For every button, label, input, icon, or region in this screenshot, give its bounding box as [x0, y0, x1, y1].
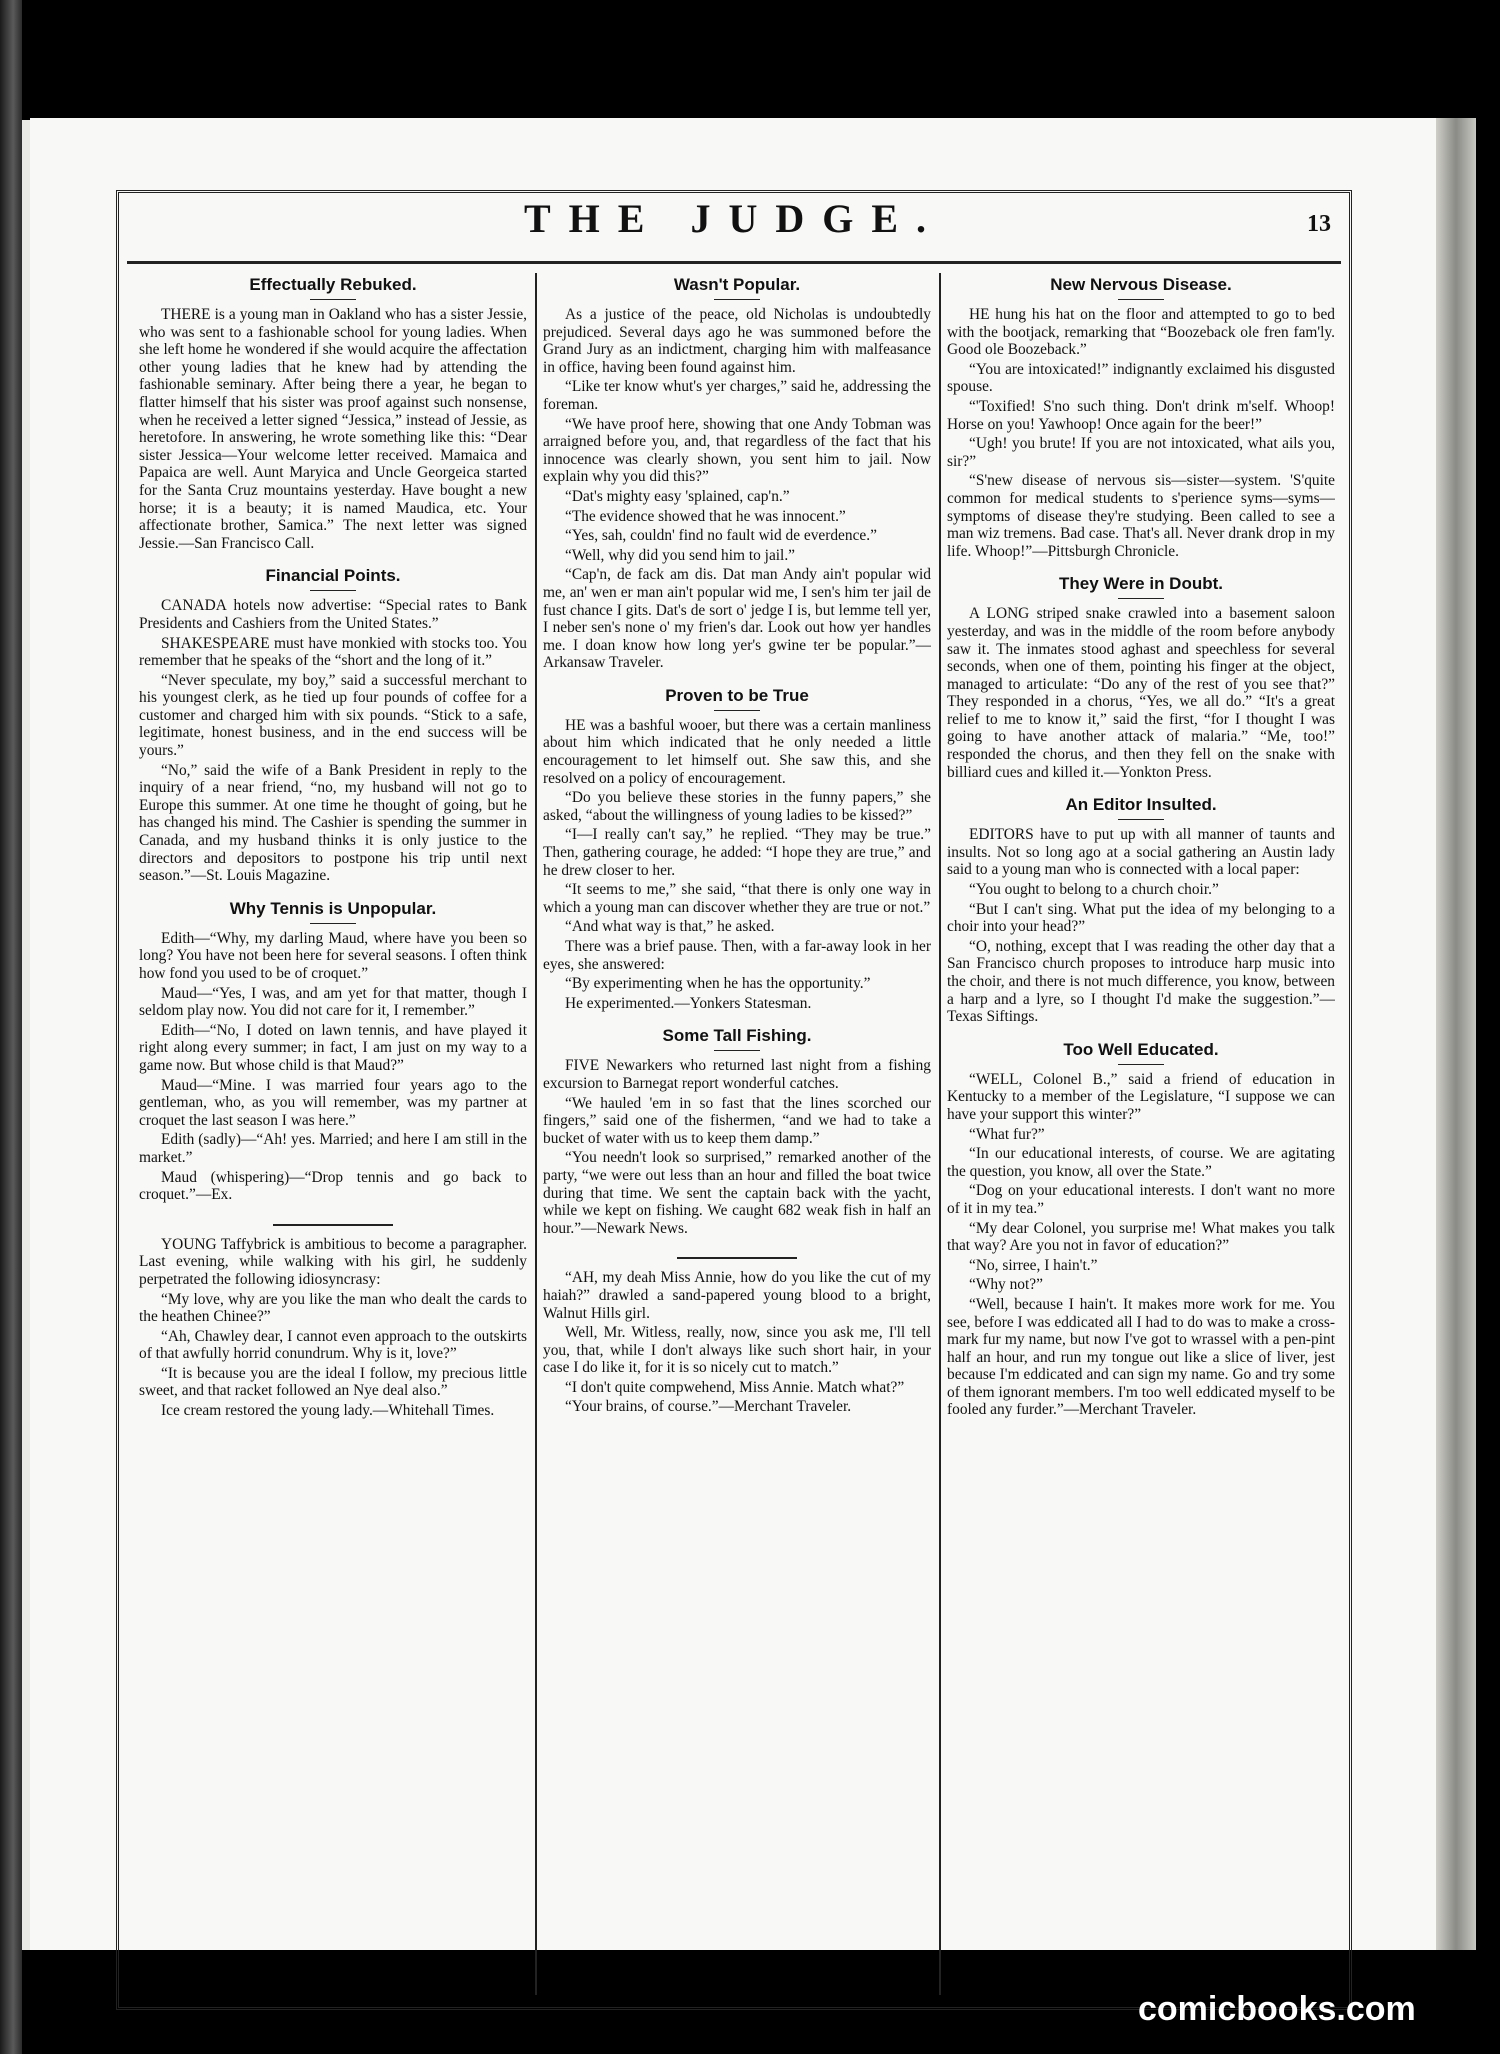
article-paragraph: “You ought to belong to a church choir.”: [969, 881, 1219, 899]
article: [543, 1026, 931, 1249]
article-spacer: [139, 1206, 527, 1216]
heading-underline: [1118, 1064, 1164, 1065]
article-paragraph: There was a brief pause. Then, with a far-away look in her eyes, she answered:: [543, 938, 931, 973]
article-paragraph: Maud (whispering)—“Drop tennis and go back to croquet.”—Ex.: [139, 1168, 527, 1204]
article-paragraph: “Never speculate, my boy,” said a successful merchant to his youngest clerk, as he tied up four pounds of coffee for a customer and charged him with six pounds. “Stick to a safe, legitimate, honest business, and in the end success will be yours.”: [139, 671, 527, 760]
article-paragraph: Edith (sadly)—“Ah! yes. Married; and here I am still in the market.”: [139, 1131, 527, 1166]
column-divider: [939, 273, 941, 1995]
heading-underline: [714, 299, 760, 300]
article-paragraph: Edith—“No, I doted on lawn tennis, and have played it right along every summer; in fact, I am just on my way to a game now. But whose child is that Maud?”: [139, 1021, 527, 1074]
article: [543, 686, 931, 1025]
facing-page-edge: [22, 120, 30, 1950]
section-rule: [273, 1224, 393, 1226]
article-paragraph: Well, Mr. Witless, really, now, since you ask me, I'll tell you, that, while I don't always like such short hair, in your case I do like it, for it is so nicely cut to match.”: [543, 1324, 931, 1377]
article-heading: Why Tennis is Unpopular.: [229, 898, 437, 918]
article-heading: Proven to be True: [665, 685, 809, 705]
article-paragraph: THERE is a young man in Oakland who has a sister Jessie, who was sent to a fashionable school for young ladies. When she left home he wondered if she would acquire the affectation other young ladies that he knew had by attending the fashionable seminary. After being there a year, he began to flatter himself that his sister was proof against such nonsense, when he received a letter signed “Jessica,” instead of Jessie, as heretofore. In answering, he wrote something like this: “Dear sister Jessica—Your welcome letter received. Mamaica and Papaica are well. Aunt Maryica and Uncle Georgeica started for the Santa Cruz mountains yesterday. Have bought a new horse; it is a beauty; it is named Maudica, etc. Your affectionate brother, Samica.” The next letter was signed Jessie.—San Francisco Call.: [139, 306, 527, 552]
article: [139, 1224, 527, 1432]
article: [139, 899, 527, 1216]
article-paragraph: Maud—“Yes, I was, and am yet for that matter, though I seldom play now. You did not care for it, I remember.”: [139, 984, 527, 1020]
article-heading: An Editor Insulted.: [1065, 795, 1217, 815]
article-paragraph: He experimented.—Yonkers Statesman.: [565, 994, 812, 1012]
article-spacer: [543, 674, 931, 684]
article-paragraph: A LONG striped snake crawled into a basement saloon yesterday, and was in the middle of the room before anybody saw it. The inmates stood aghast and speechless for several seconds, when one of them, pointing his finger at the object, managed to articulate: “Do any of the rest of you see that?” They responded in a chorus, “Yes, we all do.” “It's a great relief to me to know it,” said the first, “for I thought I was going to have another attack of malaria.” “Me, too!” responded the chorus, and then they fell on the snake with billiard cues and killed it.—Yonkton Press.: [947, 605, 1335, 781]
watermark: comicbooks.com: [1138, 1990, 1416, 2028]
article-paragraph: “We have proof here, showing that one Andy Tobman was arraigned before you, and, that regardless of the fact that his innocence was clearly shown, you sent him to jail. Now explain why you did this?”: [543, 415, 931, 486]
article-paragraph: “O, nothing, except that I was reading the other day that a San Francisco church proposes to introduce harp music into the choir, and there is not much difference, you know, between a harp and a lyre, so I thought I'd make the suggestion.”—Texas Siftings.: [947, 937, 1335, 1026]
article-heading: Some Tall Fishing.: [662, 1026, 812, 1046]
article-heading: They Were in Doubt.: [1058, 574, 1224, 594]
article-spacer: [139, 1422, 527, 1432]
article-heading: Financial Points.: [265, 566, 401, 586]
article-paragraph: “WELL, Colonel B.,” said a friend of education in Kentucky to a member of the Legislature, “I suppose we can have your support this winter?”: [947, 1070, 1335, 1123]
article-paragraph: YOUNG Taffybrick is ambitious to become a paragrapher. Last evening, while walking with his girl, he suddenly perpetrated the following idiosyncrasy:: [139, 1235, 527, 1288]
article-paragraph: “No, sirree, I hain't.”: [969, 1256, 1098, 1274]
binding-edge-left: [0, 0, 22, 2054]
article-heading: Effectually Rebuked.: [249, 275, 417, 294]
article: [139, 566, 527, 897]
article-paragraph: “Well, why did you send him to jail.”: [565, 546, 796, 564]
article-paragraph: “Dog on your educational interests. I don't want no more of it in my tea.”: [947, 1182, 1335, 1217]
article-paragraph: EDITORS have to put up with all manner of taunts and insults. Not so long ago at a social gathering an Austin lady said to a young man who is connected with a local paper:: [947, 826, 1335, 879]
article-heading: Too Well Educated.: [1063, 1039, 1219, 1059]
masthead-rule: [127, 261, 1341, 264]
column-3: [947, 273, 1335, 1995]
page-stack-edge: [1436, 118, 1476, 1950]
article-spacer: [947, 1421, 1335, 1431]
column-2: [543, 273, 931, 1995]
heading-underline: [714, 1050, 760, 1051]
article-paragraph: “We hauled 'em in so fast that the lines scorched our fingers,” said one of the fishermen, “and we had to take a bucket of water with us to keep them damp.”: [543, 1094, 931, 1147]
page-frame: [116, 190, 1352, 2010]
article-paragraph: “What fur?”: [969, 1125, 1045, 1143]
heading-underline: [310, 923, 356, 924]
article-paragraph: “In our educational interests, of course. We are agitating the question, you know, all over the State.”: [947, 1145, 1335, 1180]
article-paragraph: “S'new disease of nervous sis—sister—system. 'S'quite common for medical students to s'perience syms—syms—symptoms of disease they're studying. Been called to see a man wiz tremens. Bad case. That's all. Never drank drop in my life. Whoop!”—Pittsburgh Chronicle.: [947, 472, 1335, 560]
article-paragraph: “It is because you are the ideal I follow, my precious little sweet, and that racket followed an Nye deal also.”: [139, 1364, 527, 1400]
heading-underline: [1118, 819, 1164, 820]
heading-underline: [310, 299, 356, 300]
article: [947, 574, 1335, 793]
article-spacer: [139, 554, 527, 564]
article-paragraph: “Dat's mighty easy 'splained, cap'n.”: [565, 487, 790, 505]
section-rule: [677, 1257, 797, 1259]
article-heading: Wasn't Popular.: [673, 275, 801, 294]
page-number: 13: [1307, 211, 1331, 237]
article-paragraph: “Your brains, of course.”—Merchant Traveler.: [565, 1398, 852, 1416]
column-1: [139, 273, 527, 1995]
article-paragraph: “Ah, Chawley dear, I cannot even approach to the outskirts of that awfully horrid conundrum. Why is it, love?”: [139, 1327, 527, 1363]
article-spacer: [947, 783, 1335, 793]
article-paragraph: “I—I really can't say,” he replied. “They may be true.” Then, gathering courage, he added: “I hope they are true,” and he drew closer to her.: [543, 826, 931, 879]
heading-underline: [310, 590, 356, 591]
article: [947, 795, 1335, 1038]
article-paragraph: HE was a bashful wooer, but there was a certain manliness about him which indicated that he only needed a little encouragement to let himself out. She saw this, and she resolved on a policy of encouragement.: [543, 716, 931, 787]
article-paragraph: “And what way is that,” he asked.: [565, 918, 775, 936]
article-spacer: [543, 1014, 931, 1024]
article-paragraph: As a justice of the peace, old Nicholas is undoubtedly prejudiced. Several days ago he was summoned before the Grand Jury as an indictment, charging him with malfeasance in office, having been found against him.: [543, 306, 931, 376]
article-paragraph: “My love, why are you like the man who dealt the cards to the heathen Chinee?”: [139, 1290, 527, 1326]
article-paragraph: “Like ter know whut's yer charges,” said he, addressing the foreman.: [543, 378, 931, 413]
article: [947, 275, 1335, 572]
article-paragraph: “My dear Colonel, you surprise me! What makes you talk that way? Are you not in favor of education?”: [947, 1219, 1335, 1255]
article-paragraph: “You are intoxicated!” indignantly exclaimed his disgusted spouse.: [947, 360, 1335, 396]
article-paragraph: CANADA hotels now advertise: “Special rates to Bank Presidents and Cashiers from the United States.”: [139, 597, 527, 632]
article-paragraph: “I don't quite compwehend, Miss Annie. Match what?”: [565, 1378, 905, 1396]
article-paragraph: “It seems to me,” she said, “that there is only one way in which a young man can discover whether they are true or not.”: [543, 881, 931, 916]
heading-underline: [1118, 299, 1164, 300]
article-paragraph: Ice cream restored the young lady.—Whitehall Times.: [161, 1402, 495, 1420]
article-paragraph: “By experimenting when he has the opportunity.”: [565, 975, 871, 993]
article-heading: New Nervous Disease.: [1050, 275, 1232, 294]
article-paragraph: “Yes, sah, couldn' find no fault wid de everdence.”: [565, 527, 877, 545]
article-paragraph: “Well, because I hain't. It makes more work for me. You see, before I was eddicated all I had to do was to make a cross-mark fur my name, but now I've got to wrassel with a pen-pint half an hour, and run my tongue out like a slice of liver, jest because I'm eddicated and can sign my name. Go and try some of them ignorant members. I'm too well eddicated myself to be fooled any furder.”—Merchant Traveler.: [947, 1295, 1335, 1419]
article: [139, 275, 527, 564]
article: [543, 275, 931, 684]
article: [543, 1257, 931, 1428]
article-spacer: [543, 1239, 931, 1249]
column-divider: [535, 273, 537, 1995]
article-paragraph: “Do you believe these stories in the funny papers,” she asked, “about the willingness of young ladies to be kissed?”: [543, 789, 931, 824]
article-spacer: [947, 562, 1335, 572]
article-spacer: [947, 1028, 1335, 1038]
article: [947, 1040, 1335, 1431]
article-paragraph: “Cap'n, de fack am dis. Dat man Andy ain't popular wid me, an' wen er man ain't popular wid me, I sen's him ter jail de fust chance I gits. Dat's de sort o' jedge I is, but lemme tell yer, I neber sen's none o' my frien's dar. Look out how yer handles me. I doan know how long yer's gwine ter be popular.”—Arkansaw Traveler.: [543, 566, 931, 672]
article-paragraph: HE hung his hat on the floor and attempted to go to bed with the bootjack, remarking that “Boozeback ole fren fam'ly. Good ole Boozeback.”: [947, 306, 1335, 359]
article-paragraph: “Ugh! you brute! If you are not intoxicated, what ails you, sir?”: [947, 435, 1335, 470]
article-spacer: [139, 887, 527, 897]
article-paragraph: “No,” said the wife of a Bank President in reply to the inquiry of a near friend, “no, my husband will not go to Europe this summer. At one time he thought of going, but he has changed his mind. The Cashier is spending the summer in Canada, and my husband thinks it is only justice to the directors and depositors to postpone his trip until next season.”—St. Louis Magazine.: [139, 761, 527, 885]
heading-underline: [714, 710, 760, 711]
article-paragraph: “The evidence showed that he was innocent.”: [565, 507, 846, 525]
article-paragraph: “You needn't look so surprised,” remarked another of the party, “we were out less than an hour and filled the boat twice during that time. We sent the captain back with the yacht, while we kept on fishing. We caught 682 weak fish in half an hour.”—Newark News.: [543, 1149, 931, 1237]
article-paragraph: “But I can't sing. What put the idea of my belonging to a choir into your head?”: [947, 900, 1335, 936]
article-paragraph: “'Toxified! S'no such thing. Don't drink m'self. Whoop! Horse on you! Yawhoop! Once again for the beer!”: [947, 397, 1335, 433]
article-paragraph: “Why not?”: [969, 1276, 1043, 1294]
article-paragraph: SHAKESPEARE must have monkied with stocks too. You remember that he speaks of the “short and the long of it.”: [139, 634, 527, 670]
article-paragraph: FIVE Newarkers who returned last night from a fishing excursion to Barnegat report wonderful catches.: [543, 1057, 931, 1092]
article-spacer: [543, 1418, 931, 1428]
article-paragraph: Maud—“Mine. I was married four years ago to the gentleman, who, as you will remember, was my partner at croquet the last season I was here.”: [139, 1076, 527, 1129]
article-paragraph: “AH, my deah Miss Annie, how do you like the cut of my haiah?” drawled a sand-papered young blood to a bright, Walnut Hills girl.: [543, 1269, 931, 1322]
article-paragraph: Edith—“Why, my darling Maud, where have you been so long? You have not been here for several seasons. I often think how fond you used to be of croquet.”: [139, 929, 527, 982]
heading-underline: [1118, 598, 1164, 599]
masthead-title: THE JUDGE.: [523, 196, 945, 241]
